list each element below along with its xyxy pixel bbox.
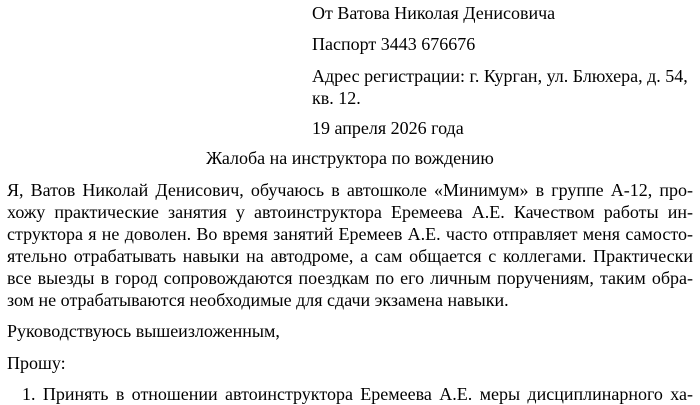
guided-phrase: Руководствуюсь вышеизложенным, [7,321,280,341]
paragraph-line: Я, Ватов Николай Денисович, обучаюсь в автошколе «Минимум» в группе А-12, про- [7,180,693,200]
paragraph-line: все выезды в город сопровождаются поездкам по его личным поручениям, таким обра- [7,268,693,288]
address-line-1: Адрес регистрации: г. Курган, ул. Блюхера, д. 54, [312,66,688,86]
document-title: Жалоба на инструктора по вождению [206,148,494,168]
paragraph-line: структора я не доволен. Во время занятий Еремеев А.Е. часто отправляет меня самосто- [7,224,693,244]
request-item-1: 1. Принять в отношении автоинструктора Еремеева А.Е. меры дисциплинарного ха- [22,384,693,404]
sender-name: От Ватова Николая Денисовича [312,3,556,23]
document-date: 19 апреля 2026 года [312,118,464,138]
paragraph-line: зом не отрабатываются необходимые для сдачи экзамена навыки. [7,290,509,310]
paragraph-line: хожу практические занятия у автоинструктора Еремеева А.Е. Качеством работы ин- [7,202,693,222]
request-heading: Прошу: [7,353,66,373]
address-line-2: кв. 12. [312,88,361,108]
paragraph-line: ятельно отрабатывать навыки на автодроме, а сам общается с коллегами. Практически [7,246,693,266]
passport-line: Паспорт 3443 676676 [312,34,476,54]
